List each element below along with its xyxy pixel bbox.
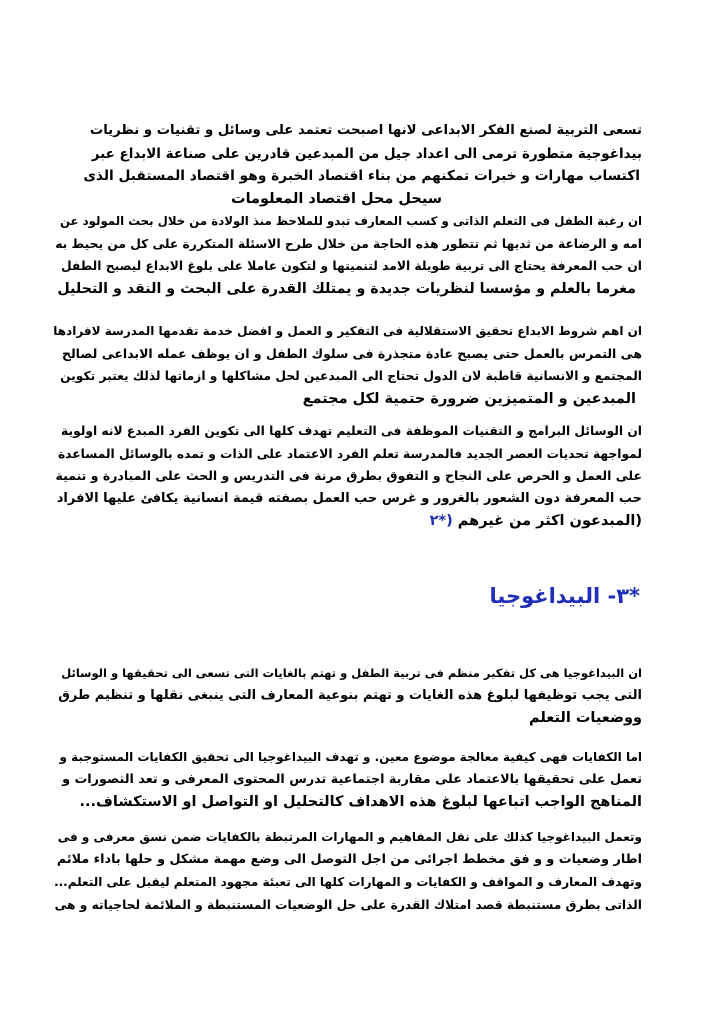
paragraph-curiosity (52, 210, 642, 300)
text-line: ان حب المعرفة يحتاج الى تربية طويلة الامد لتنميتها و لتكون عاملا على بلوغ الابداع ليصبح الطفل (61, 259, 642, 273)
text-line: ان الوسائل البرامج و التقنيات الموظفة فى التعليم تهدف كلها الى تكوين الفرد المبدع لانه اولوية (61, 424, 642, 438)
text-line: ان اهم شروط الابداع تحقيق الاستقلالية فى التفكير و العمل و افضل خدمة تقدمها المدرسة لافرادها (53, 324, 642, 338)
text-line: تسعى التربية لصنع الفكر الابداعى لانها اصبحت تعتمد على وسائل و تقنيات و نظريات (89, 123, 642, 138)
text-line: التى يجب توظيفها لبلوغ هذه الغايات و تهتم بنوعية المعارف التى ينبغى نقلها و تنظيم طرق (58, 687, 642, 703)
text-line: ووضعيات التعلم (528, 710, 642, 726)
text-line: سيحل محل اقتصاد المعلومات (231, 190, 442, 207)
text-line: اما الكفايات فهى كيفية معالجة موضوع معين. و تهدف البيداغوجيا الى تحقيق الكفايات المستوجبة و (59, 750, 642, 764)
text-line: المبدعين و المتميزين ضرورة حتمية لكل مجتمع (302, 390, 636, 407)
text-line: تعمل على تحقيقها بالاعتماد على مقاربة اجتماعية تدرس المحتوى المعرفى و تعد التصورات و (62, 771, 642, 787)
paragraph-conditions (52, 320, 642, 410)
text-line: هى التمرس بالعمل حتى يصبح عادة متجذرة فى سلوك الطفل و ان يوظف عمله الابداعى لصالح (61, 345, 642, 361)
reference-marker: (*٢ (429, 513, 453, 529)
text-line: لمواجهة تحديات العصر الجديد فالمدرسة تعلم الفرد الاعتماد على الذات و تمده بالوسائل المساعدة (57, 446, 642, 461)
text-line: امه و الرضاعة من ثديها ثم تتطور هذه الحاجة من خلال طرح الاسئلة المتكررة على كل من يحيط به (55, 236, 642, 251)
text-line: اكتساب مهارات و خبرات تمكنهم من بناء اقتصاد الخبرة وهو اقتصاد المستقبل الذى (83, 168, 640, 184)
text-line: على العمل و الحرص على النجاح و التفوق بطرق مرنة فى التدريس و الحث على المبادرة و تنمية (55, 468, 642, 483)
section-heading: *٣- البيداغوجيا (489, 584, 640, 608)
text-line (52, 510, 642, 533)
text-line: مغرما بالعلم و مؤسسا لنظريات جديدة و يمتلك القدرة على البحث و النقد و التحليل (57, 280, 636, 297)
text-line: ان البيداغوجيا هى كل تفكير منظم فى تربية الطفل و تهتم بالغايات التى تسعى الى تحقيقها و الوسائل (61, 666, 642, 680)
text-line: حب المعرفة دون الشعور بالغرور و غرس حب العمل بصفته قيمة انسانية يكافئ عليها الافراد (56, 490, 642, 506)
text-line: الذاتى بطرق مستنبطة قصد امتلاك القدرة على حل الوضعيات المستنبطة و الملائمة لحاجياته و هى (54, 897, 642, 912)
text-line: بيداغوجية متطورة ترمى الى اعداد جيل من المبدعين قادرين على صناعة الابداع عبر (91, 145, 642, 162)
text-line: وتهدف المعارف و المواقف و الكفايات و المهارات كلها الى تعبئة مجهود المتعلم ليقبل على التعلم... (54, 875, 642, 889)
text-line: وتعمل البيداغوجيا كذلك على نقل المفاهيم و المهارات المرتبطة بالكفايات ضمن نسق معرفى و فى (57, 830, 642, 844)
text-line: ان رغبة الطفل فى التعلم الذاتى و كسب المعارف تبدو للملاحظ منذ الولادة من خلال بحث المولود عن (59, 214, 642, 228)
paragraph-pedagogy-work (52, 826, 642, 916)
text-line: المجتمع و الانسانية قاطبة لان الدول تحتاج الى المبدعين لحل مشاكلها و ازماتها لذلك يعتبر تكوين (60, 369, 642, 383)
text-line: المناهج الواجب اتباعها لبلوغ هذه الاهداف كالتحليل او التواصل او الاستكشاف... (79, 794, 642, 810)
paragraph-competencies (52, 746, 642, 814)
text-fragment: (المبدعون اكثر من غيرهم (457, 513, 642, 529)
paragraph-pedagogy-definition (52, 662, 642, 730)
text-line: اطار وضعيات و و فق مخطط اجرائى من اجل التوصل الى وضع مهمة مشكل و حلها باداء ملائم (56, 851, 642, 867)
paragraph-means (52, 420, 642, 533)
paragraph-intro (82, 120, 642, 210)
